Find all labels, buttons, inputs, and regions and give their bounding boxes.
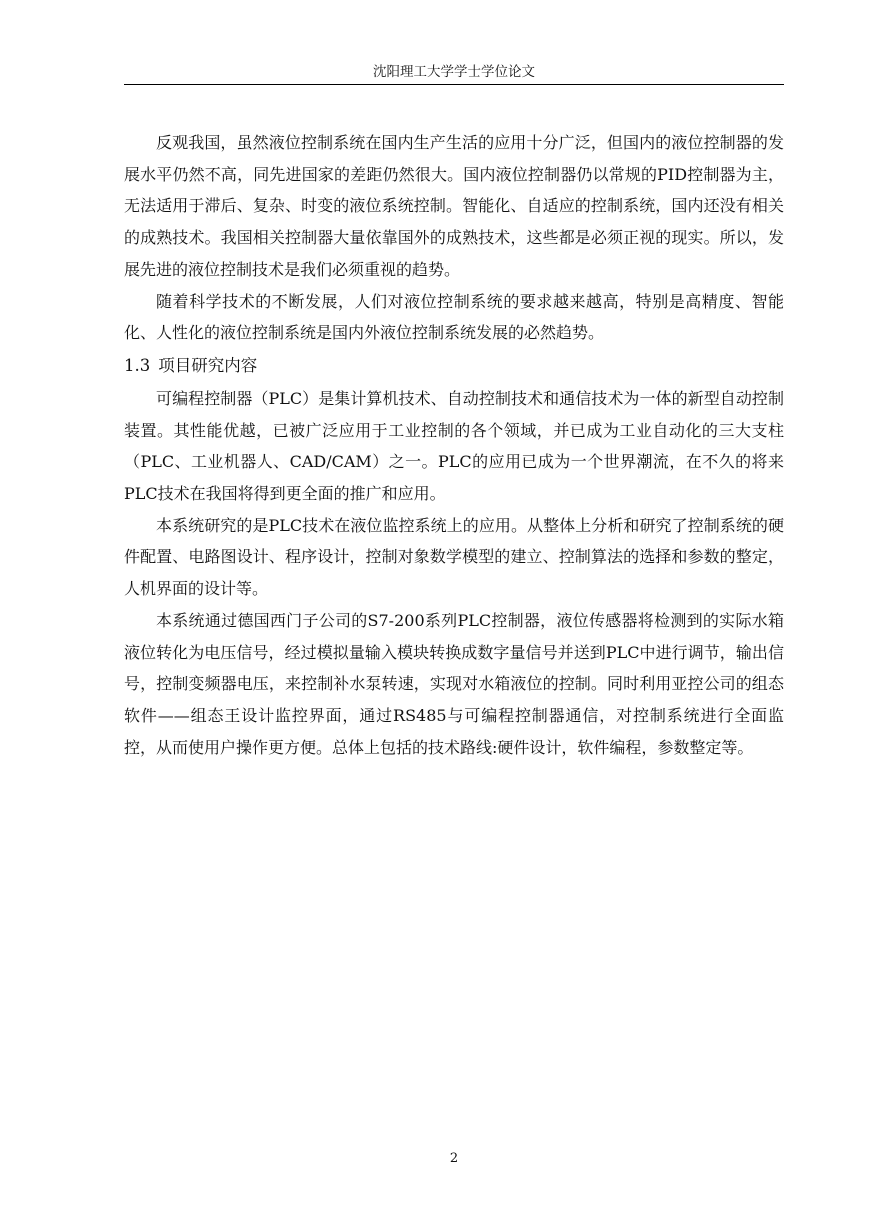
document-body <box>124 127 784 763</box>
page-number: 2 <box>449 1151 459 1166</box>
page-header-title: 沈阳理工大学学士学位论文 <box>373 64 535 80</box>
header-divider <box>124 84 784 85</box>
section-title: 项目研究内容 <box>158 355 258 375</box>
paragraph-plc-intro: 可编程控制器（PLC）是集计算机技术、自动控制技术和通信技术为一体的新型自动控制装置。其性能优越，已被广泛应用于工业控制的各个领域，并已成为工业自动化的三大支柱（PLC、工业机器人、CAD/CAM）之一。PLC的应用已成为一个世界潮流，在不久的将来PLC技术在我国将得到更全面的推广和应用。 <box>124 388 784 504</box>
section-number: 1.3 <box>124 355 151 375</box>
paragraph-system-scope: 本系统研究的是PLC技术在液位监控系统上的应用。从整体上分析和研究了控制系统的硬件配置、电路图设计、程序设计，控制对象数学模型的建立、控制算法的选择和参数的整定，人机界面的设计等。 <box>124 515 784 599</box>
paragraph-development-trend: 随着科学技术的不断发展，人们对液位控制系统的要求越来越高，特别是高精度、智能化、人性化的液位控制系统是国内外液位控制系统发展的必然趋势。 <box>124 291 784 343</box>
paragraph-domestic-status: 反观我国，虽然液位控制系统在国内生产生活的应用十分广泛，但国内的液位控制器的发展水平仍然不高，同先进国家的差距仍然很大。国内液位控制器仍以常规的PID控制器为主，无法适用于滞后、复杂、时变的液位系统控制。智能化、自适应的控制系统，国内还没有相关的成熟技术。我国相关控制器大量依靠国外的成熟技术，这些都是必须正视的现实。所以，发展先进的液位控制技术是我们必须重视的趋势。 <box>124 133 784 279</box>
section-heading <box>124 349 784 383</box>
paragraph-system-design: 本系统通过德国西门子公司的S7-200系列PLC控制器，液位传感器将检测到的实际水箱液位转化为电压信号，经过模拟量输入模块转换成数字量信号并送到PLC中进行调节，输出信号，控制变频器电压，来控制补水泵转速，实现对水箱液位的控制。同时利用亚控公司的组态软件——组态王设计监控界面，通过RS485与可编程控制器通信，对控制系统进行全面监控，从而使用户操作更方便。总体上包括的技术路线:硬件设计，软件编程，参数整定等。 <box>124 610 784 757</box>
